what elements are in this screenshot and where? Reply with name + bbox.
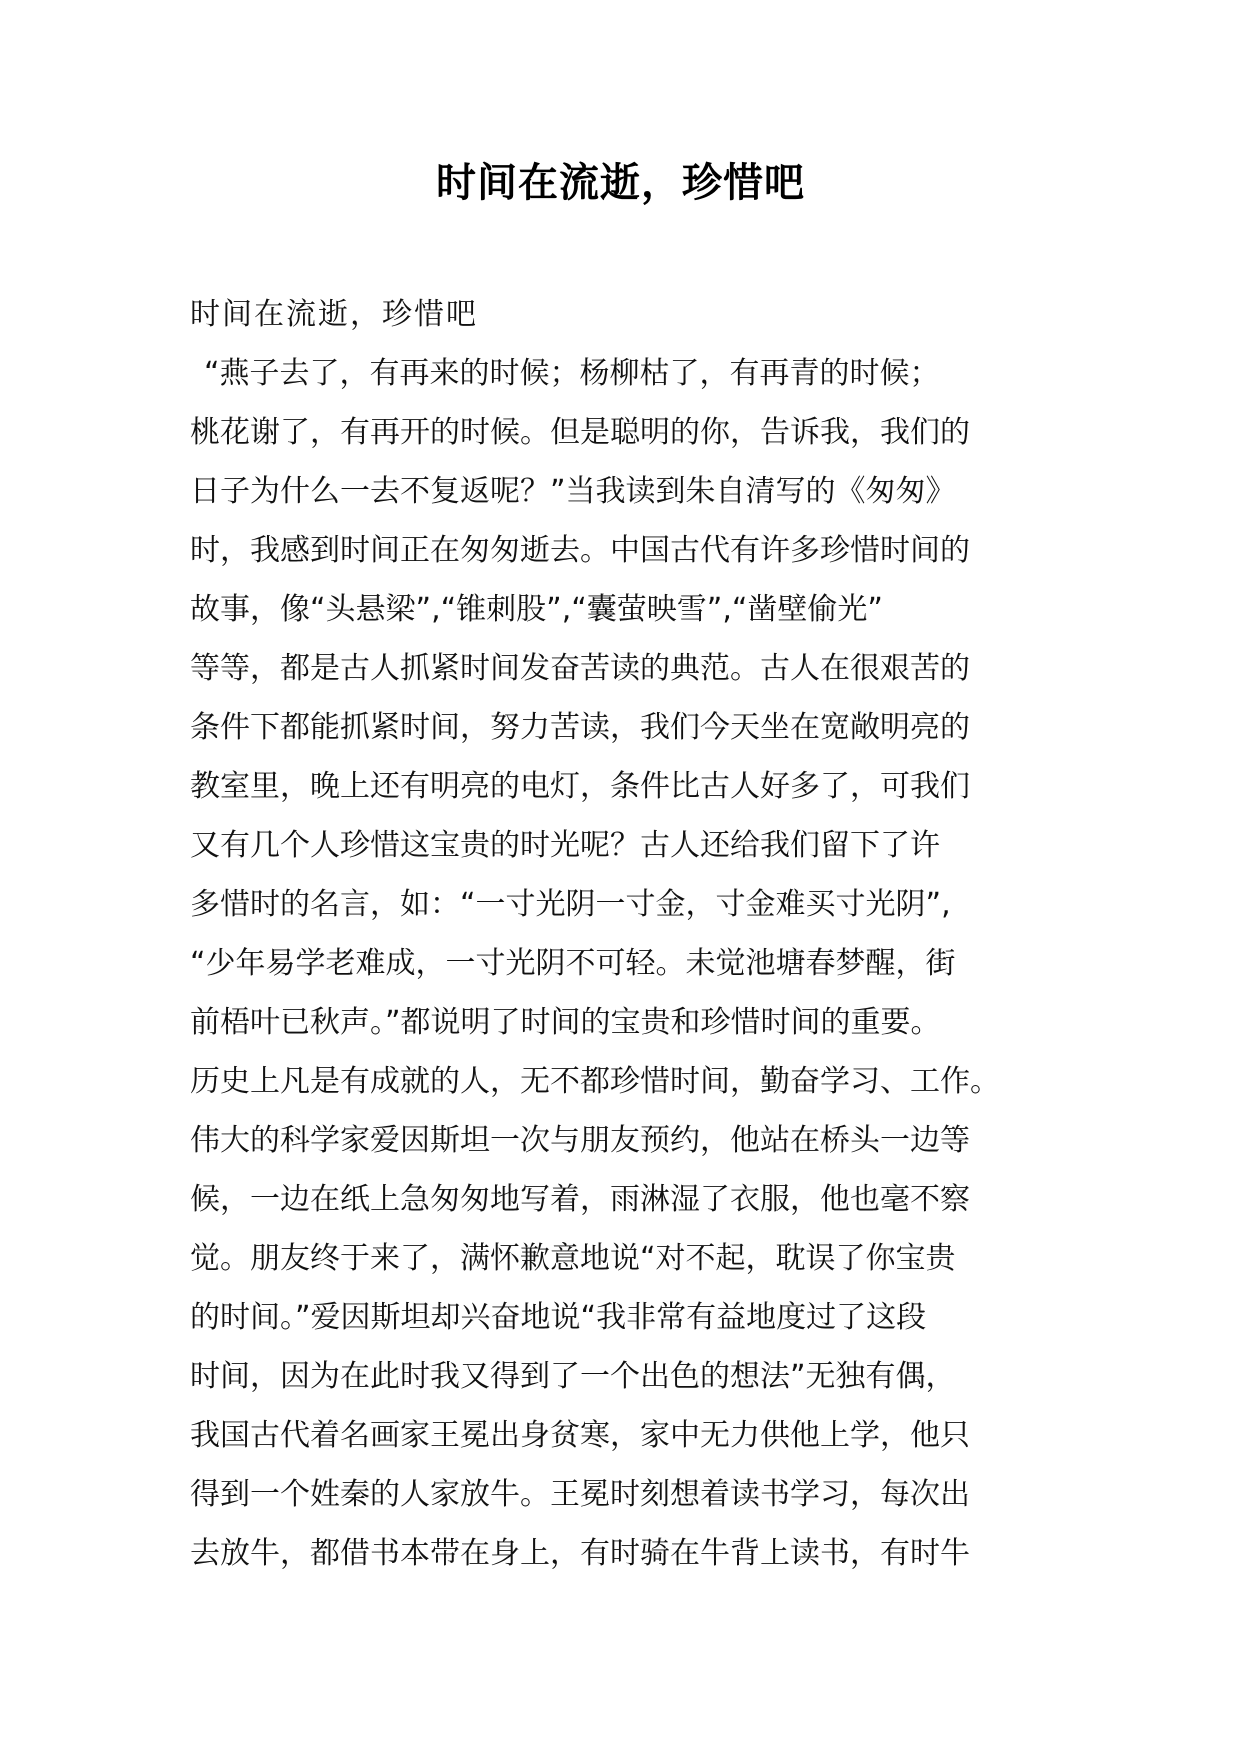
document-body [190,285,1050,1583]
body-line: 等等，都是古人抓紧时间发奋苦读的典范。古人在很艰苦的 [190,651,970,686]
body-line: 伟大的科学家爱因斯坦一次与朋友预约，他站在桥头一边等 [190,1123,970,1158]
body-line: “燕子去了，有再来的时候；杨柳枯了，有再青的时候； [204,356,940,391]
body-line: 我国古代着名画家王冕出身贫寒，家中无力供他上学，他只 [190,1418,970,1453]
body-line: 得到一个姓秦的人家放牛。王冕时刻想着读书学习，每次出 [190,1477,970,1512]
body-line: 条件下都能抓紧时间，努力苦读，我们今天坐在宽敞明亮的 [190,710,970,745]
body-text [190,344,1050,1583]
document-title: 时间在流逝，珍惜吧 [436,159,805,206]
body-line: 教室里，晚上还有明亮的电灯，条件比古人好多了，可我们 [190,769,970,804]
body-line: 的时间。”爱因斯坦却兴奋地说“我非常有益地度过了这段 [190,1300,927,1335]
body-line: 时间，因为在此时我又得到了一个出色的想法”无独有偶， [190,1359,956,1394]
body-line: 历史上凡是有成就的人，无不都珍惜时间，勤奋学习、工作。 [190,1064,1000,1099]
body-line: 前梧叶已秋声。”都说明了时间的宝贵和珍惜时间的重要。 [190,1005,941,1040]
body-line: 多惜时的名言，如：“一寸光阴一寸金，寸金难买寸光阴”, [190,887,951,922]
body-line: 桃花谢了，有再开的时候。但是聪明的你，告诉我，我们的 [190,415,970,450]
document-subtitle: 时间在流逝，珍惜吧 [190,297,478,332]
body-line: 故事，像“头悬梁”,“锥刺股”,“囊萤映雪”,“凿壁偷光” [190,592,883,627]
body-line: 又有几个人珍惜这宝贵的时光呢？古人还给我们留下了许 [190,828,940,863]
body-line: “少年易学老难成，一寸光阴不可轻。未觉池塘春梦醒，街 [190,946,956,981]
body-line: 时，我感到时间正在匆匆逝去。中国古代有许多珍惜时间的 [190,533,970,568]
body-line: 候，一边在纸上急匆匆地写着，雨淋湿了衣服，他也毫不察 [190,1182,970,1217]
body-line: 觉。朋友终于来了，满怀歉意地说“对不起，耽误了你宝贵 [190,1241,956,1276]
body-line: 去放牛，都借书本带在身上，有时骑在牛背上读书，有时牛 [190,1536,970,1571]
body-line: 日子为什么一去不复返呢？”当我读到朱自清写的《匆匆》 [190,474,956,509]
